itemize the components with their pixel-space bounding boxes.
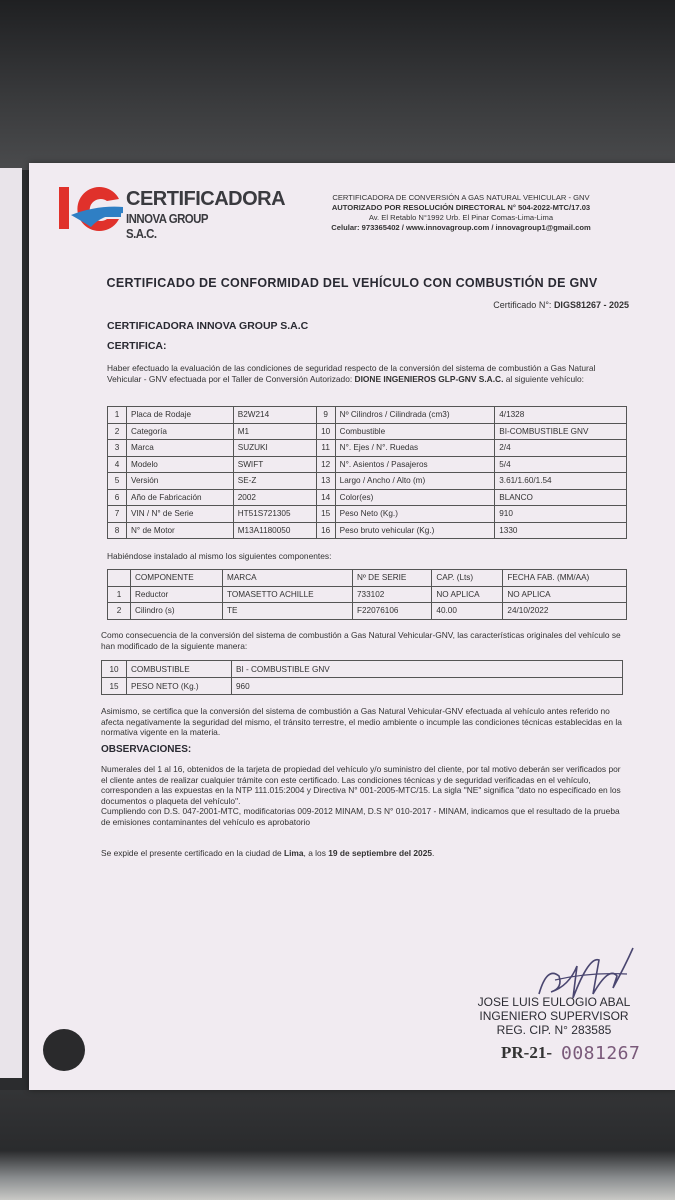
signer-role: INGENIERO SUPERVISOR	[479, 1009, 629, 1023]
field-value: 2002	[233, 489, 316, 506]
row-number: 1	[108, 586, 131, 603]
intro-paragraph	[107, 363, 627, 384]
component-date: NO APLICA	[503, 586, 627, 603]
workshop-name: DIONE INGENIEROS GLP-GNV S.A.C.	[354, 373, 504, 384]
component-date: 24/10/2022	[503, 603, 627, 620]
field-value: M13A1180050	[233, 522, 316, 539]
component-brand: TE	[223, 603, 353, 620]
issue-date: 19 de septiembre del 2025	[328, 848, 433, 858]
row-number: 3	[108, 440, 127, 457]
punch-hole	[43, 1029, 85, 1071]
intro-text: Haber efectuado la evaluación de las condiciones de seguridad respecto de la conversión del sistema de combustión a Gas Natural Vehicular - GNV efectuada por el Taller de Conversión Autorizado:	[107, 363, 596, 384]
components-intro: Habiéndose instalado al mismo los siguientes componentes:	[107, 551, 332, 561]
field-label: Nº Cilindros / Cilindrada (cm3)	[335, 407, 495, 424]
column-header: Nº DE SERIE	[353, 570, 432, 587]
row-number: 5	[108, 473, 127, 490]
certificate-number	[493, 300, 629, 310]
field-value: BI-COMBUSTIBLE GNV	[495, 423, 627, 440]
signer-block	[469, 995, 639, 1037]
field-label: Peso Neto (Kg.)	[335, 506, 495, 523]
observaciones-text-1: Numerales del 1 al 16, obtenidos de la tarjeta de propiedad del vehículo y/o suministro del cliente, por tal motivo deberán ser verificados por el cliente antes de realizar cualquier trámite con este certificado. Las condiciones técnicas y de seguridad verificadas en el vehículo, corresponden a las expuestas en la NTP 111.015:2004 y Directiva N° 001-2005-MTC/15. La sigla "NE" significa "dato no especificado en los documentos o plaqueta del vehículo".	[101, 764, 621, 806]
company-logo	[57, 183, 286, 241]
row-number: 13	[316, 473, 335, 490]
table-row	[108, 603, 627, 620]
field-value: B2W214	[233, 407, 316, 424]
document-serial: 0081267	[561, 1043, 641, 1064]
field-label: Categoría	[127, 423, 234, 440]
field-value: BLANCO	[495, 489, 627, 506]
vehicle-table	[107, 406, 627, 539]
modified-table	[101, 660, 623, 695]
row-number: 2	[108, 603, 131, 620]
field-label: N° de Motor	[127, 522, 234, 539]
observaciones-text-2: Cumpliendo con D.S. 047-2001-MTC, modificatorias 009-2012 MINAM, D.S N° 010-2017 - MINAM, indicamos que el resultado de la prueba de emisiones contaminantes del vehículo es aprobatorio	[101, 806, 620, 827]
field-label: Año de Fabricación	[127, 489, 234, 506]
column-header	[108, 570, 131, 587]
field-value: 3.61/1.60/1.54	[495, 473, 627, 490]
asimismo-paragraph: Asimismo, se certifica que la conversión del sistema de combustión a Gas Natural Vehicular-GNV efectuada al vehículo antes referido no afecta negativamente la seguridad del mismo, el tránsito terrestre, el medio ambiente o incumple las condiciones técnicas establecidas en la normativa vigente en la materia.	[101, 706, 622, 737]
dark-background-bottom	[0, 1090, 675, 1200]
dark-background-top	[0, 0, 675, 170]
field-value: SWIFT	[233, 456, 316, 473]
observaciones-heading: OBSERVACIONES:	[101, 744, 192, 755]
modified-value: 960	[232, 678, 623, 695]
field-label: N°. Ejes / N°. Ruedas	[335, 440, 495, 457]
field-label: Color(es)	[335, 489, 495, 506]
field-label: Largo / Ancho / Alto (m)	[335, 473, 495, 490]
table-row	[108, 456, 627, 473]
issue-city: Lima	[283, 848, 304, 858]
field-value: SE-Z	[233, 473, 316, 490]
modified-intro: Como consecuencia de la conversión del sistema de combustión a Gas Natural Vehicular-GNV, las características originales del vehículo se han modificado de la siguiente manera:	[101, 630, 621, 651]
certifica-heading: CERTIFICA:	[107, 340, 167, 352]
modified-label: COMBUSTIBLE	[127, 661, 232, 678]
field-value: 4/1328	[495, 407, 627, 424]
row-number: 10	[102, 661, 127, 678]
issue-text-mid: , a los	[303, 848, 329, 858]
document-title: CERTIFICADO DE CONFORMIDAD DEL VEHÍCULO CON COMBUSTIÓN DE GNV	[106, 276, 598, 290]
issue-statement	[101, 848, 625, 859]
certificate-number-label: Certificado N°:	[493, 300, 552, 310]
row-number: 2	[108, 423, 127, 440]
table-row	[102, 678, 623, 695]
field-value: 5/4	[495, 456, 627, 473]
signer-registration: REG. CIP. N° 283585	[496, 1023, 612, 1037]
logo-subtitle: INNOVA GROUP S.A.C.	[126, 211, 208, 241]
field-value: HT51S721305	[233, 506, 316, 523]
certificate-document	[29, 163, 675, 1090]
table-row	[108, 586, 627, 603]
table-row	[108, 440, 627, 457]
row-number: 8	[108, 522, 127, 539]
table-row	[102, 661, 623, 678]
field-label: Modelo	[127, 456, 234, 473]
field-label: N°. Asientos / Pasajeros	[335, 456, 495, 473]
table-row	[108, 522, 627, 539]
row-number: 9	[316, 407, 335, 424]
certificate-number-value: DIGS81267 - 2025	[553, 300, 629, 310]
table-row	[108, 473, 627, 490]
component-capacity: 40.00	[432, 603, 503, 620]
logo-name: CERTIFICADORA	[126, 188, 286, 210]
header-line-2: AUTORIZADO POR RESOLUCIÓN DIRECTORAL N° 504-2022-MTC/17.03	[331, 203, 591, 212]
table-row	[108, 423, 627, 440]
field-label: Peso bruto vehicular (Kg.)	[335, 522, 495, 539]
table-row	[108, 489, 627, 506]
row-number: 10	[316, 423, 335, 440]
observaciones-paragraph	[101, 764, 625, 827]
table-row	[108, 506, 627, 523]
table-row	[108, 407, 627, 424]
component-serial: F22076106	[353, 603, 432, 620]
field-value: SUZUKI	[233, 440, 316, 457]
row-number: 4	[108, 456, 127, 473]
modified-value: BI - COMBUSTIBLE GNV	[232, 661, 623, 678]
field-value: 2/4	[495, 440, 627, 457]
component-serial: 733102	[353, 586, 432, 603]
header-line-1: CERTIFICADORA DE CONVERSIÓN A GAS NATURAL VEHICULAR - GNV	[332, 193, 590, 202]
column-header: MARCA	[223, 570, 353, 587]
field-label: Marca	[127, 440, 234, 457]
component-capacity: NO APLICA	[432, 586, 503, 603]
row-number: 12	[316, 456, 335, 473]
innova-logo-icon	[57, 183, 125, 235]
adjacent-sheet	[0, 168, 22, 1078]
intro-text-end: al siguiente vehículo:	[503, 373, 584, 384]
field-value: M1	[233, 423, 316, 440]
column-header: FECHA FAB. (MM/AA)	[503, 570, 627, 587]
column-header: COMPONENTE	[131, 570, 223, 587]
issue-text: Se expide el presente certificado en la ciudad de	[101, 848, 284, 858]
company-heading: CERTIFICADORA INNOVA GROUP S.A.C	[107, 320, 309, 332]
field-label: Placa de Rodaje	[127, 407, 234, 424]
row-number: 6	[108, 489, 127, 506]
header-line-3: Av. El Retablo N°1992 Urb. El Pinar Comas-Lima-Lima	[368, 213, 554, 222]
component-name: Cilindro (s)	[131, 603, 223, 620]
column-header: CAP. (Lts)	[432, 570, 503, 587]
row-number: 15	[316, 506, 335, 523]
field-label: VIN / N° de Serie	[127, 506, 234, 523]
components-table	[107, 569, 627, 620]
field-value: 910	[495, 506, 627, 523]
row-number: 1	[108, 407, 127, 424]
issue-text-end: .	[432, 848, 435, 858]
row-number: 7	[108, 506, 127, 523]
field-label: Versión	[127, 473, 234, 490]
field-label: Combustible	[335, 423, 495, 440]
component-name: Reductor	[131, 586, 223, 603]
header-line-4: Celular: 973365402 / www.innovagroup.com / innovagroup1@gmail.com	[331, 223, 591, 232]
component-brand: TOMASETTO ACHILLE	[223, 586, 353, 603]
document-code: PR-21-	[501, 1043, 552, 1062]
modified-label: PESO NETO (Kg.)	[127, 678, 232, 695]
header-info	[291, 193, 631, 233]
row-number: 16	[316, 522, 335, 539]
row-number: 15	[102, 678, 127, 695]
field-value: 1330	[495, 522, 627, 539]
row-number: 14	[316, 489, 335, 506]
row-number: 11	[316, 440, 335, 457]
signer-name: JOSE LUIS EULOGIO ABAL	[477, 995, 631, 1009]
